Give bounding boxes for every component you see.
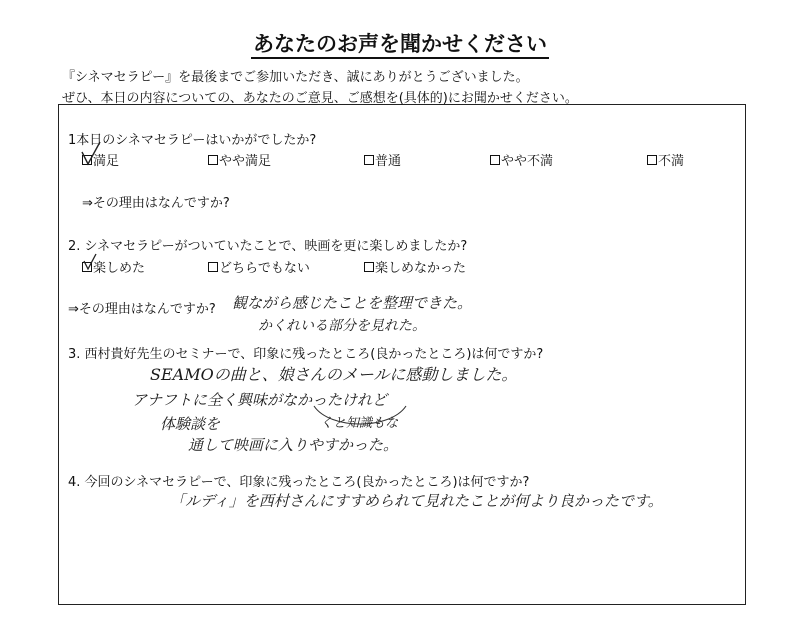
q1-option-satisfied[interactable]: 満足	[82, 150, 119, 169]
checkbox-icon[interactable]	[647, 155, 657, 165]
insertion-mark-icon	[310, 402, 410, 436]
intro-line-1: 『シネマセラピー』を最後までご参加いただき、誠にありがとうございました。	[62, 70, 529, 85]
checkbox-icon[interactable]	[364, 262, 374, 272]
checkmark-icon	[80, 140, 102, 168]
q1-option-somewhat-satisfied[interactable]: やや満足	[208, 150, 271, 169]
question-4: 4. 今回のシネマセラピーで、印象に残ったところ(良かったところ)は何ですか?	[68, 475, 530, 490]
q2-handwritten-answer-2: かくれいる部分を見れた。	[258, 318, 426, 334]
checkbox-icon[interactable]	[208, 262, 218, 272]
q2-option-neither[interactable]: どちらでもない	[208, 257, 310, 276]
q3-handwritten-answer-1: SEAMOの曲と、娘さんのメールに感動しました。	[150, 365, 518, 384]
checkbox-icon[interactable]	[490, 155, 500, 165]
page-title: あなたのお声を聞かせください	[0, 28, 800, 58]
q3-handwritten-answer-5: 通して映画に入りやすかった。	[188, 436, 399, 454]
q4-handwritten-answer: 「ルディ」を西村さんにすすめられて見れたことが何より良かったです。	[170, 492, 663, 510]
checkbox-icon[interactable]	[208, 155, 218, 165]
q2-option-enjoyed[interactable]: 楽しめた	[82, 257, 145, 276]
q2-option-not-enjoyed[interactable]: 楽しめなかった	[364, 257, 466, 276]
intro-line-2: ぜひ、本日の内容についての、あなたのご意見、ご感想を(具体的)にお聞かせください。	[62, 91, 578, 106]
q1-option-dissatisfied[interactable]: 不満	[647, 150, 684, 169]
q3-handwritten-answer-2: アナフトに全く興味がなかったけれど	[132, 391, 388, 409]
q1-option-neutral[interactable]: 普通	[364, 150, 401, 169]
question-2: 2. シネマセラピーがついていたことで、映画を更に楽しめましたか?	[68, 239, 468, 254]
question-3: 3. 西村貴好先生のセミナーで、印象に残ったところ(良かったところ)は何ですか?	[68, 347, 544, 362]
q3-handwritten-answer-4: 体験談を	[160, 415, 221, 433]
checkbox-icon[interactable]	[364, 155, 374, 165]
q3-handwritten-answer-3: くと知識もな	[320, 416, 399, 431]
question-1: 1本日のシネマセラピーはいかがでしたか?	[68, 133, 317, 148]
q2-reason-label: ⇒その理由はなんですか?	[68, 302, 216, 317]
q1-option-somewhat-dissatisfied[interactable]: やや不満	[490, 150, 553, 169]
q2-handwritten-answer-1: 観ながら感じたことを整理できた。	[232, 294, 473, 312]
q1-reason-label: ⇒その理由はなんですか?	[82, 196, 230, 211]
checkmark-icon	[82, 252, 98, 272]
